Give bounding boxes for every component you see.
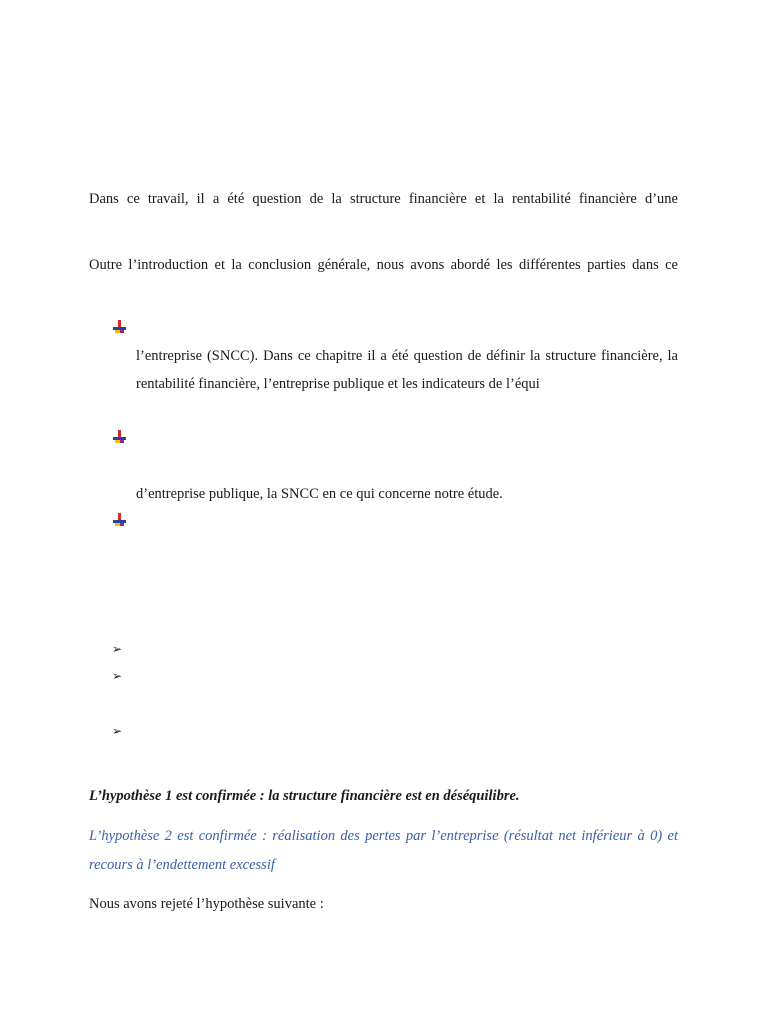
paragraph-intro: Dans ce travail, il a été question de la structure financière et la rentabilité financière d’une bbox=[89, 191, 678, 207]
chapter-one-line2: rentabilité financière, l’entreprise publique et les indicateurs de l’équi bbox=[136, 376, 540, 392]
arrow-bullet-icon: ➢ bbox=[112, 724, 123, 738]
chapter-two-line: d’entreprise publique, la SNCC en ce qui concerne notre étude. bbox=[136, 486, 503, 502]
colored-square-bullet-icon bbox=[113, 513, 126, 526]
hypothesis-two-line2: recours à l’endettement excessif bbox=[89, 857, 275, 873]
paragraph-outline: Outre l’introduction et la conclusion générale, nous avons abordé les différentes parties dans ce bbox=[89, 257, 678, 273]
arrow-bullet-icon: ➢ bbox=[112, 669, 123, 683]
rejected-hypothesis-intro: Nous avons rejeté l’hypothèse suivante : bbox=[89, 896, 324, 912]
colored-square-bullet-icon bbox=[113, 430, 126, 443]
colored-square-bullet-icon bbox=[113, 320, 126, 333]
arrow-bullet-icon: ➢ bbox=[112, 642, 123, 656]
hypothesis-one: L’hypothèse 1 est confirmée : la structure financière est en déséquilibre. bbox=[89, 788, 520, 804]
hypothesis-two-line1: L’hypothèse 2 est confirmée : réalisation des pertes par l’entreprise (résultat net inférieur à 0) et bbox=[89, 828, 678, 844]
chapter-one-line1: l’entreprise (SNCC). Dans ce chapitre il a été question de définir la structure financière, la bbox=[136, 348, 678, 364]
